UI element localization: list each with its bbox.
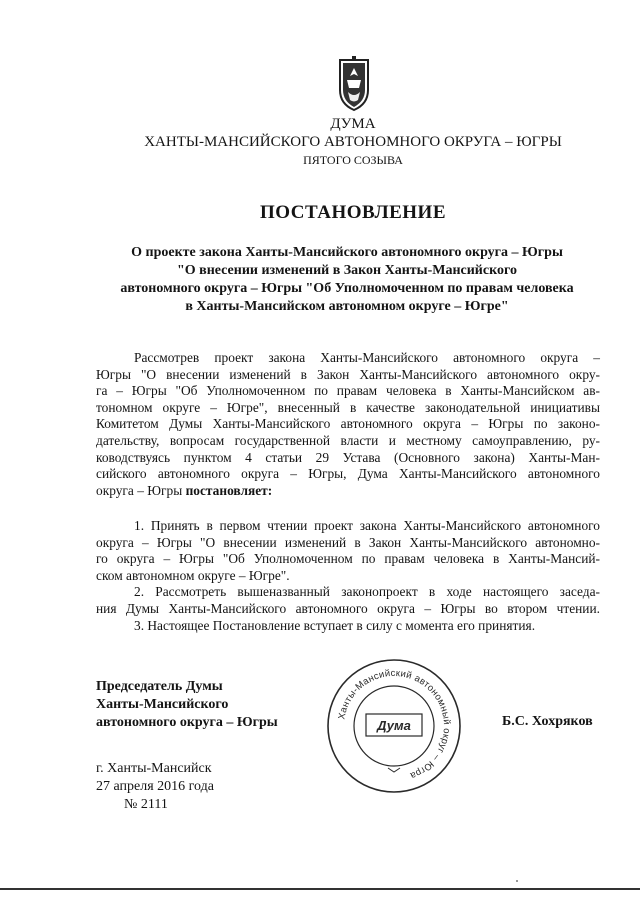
preamble-line: сийского автономного округа – Югры, Дума Ханты-Мансийского автономного — [96, 466, 600, 482]
preamble-line: Рассмотрев проект закона Ханты-Мансийского автономного округа – — [134, 350, 600, 365]
stamp-ring-text: Ханты-Мансийский автономный округ – Югра — [336, 667, 453, 782]
item-line: 1. Принять в первом чтении проект закона Ханты-Мансийского автономного — [134, 518, 600, 533]
signatory-line: автономного округа – Югры — [96, 715, 278, 730]
coat-of-arms-icon — [334, 56, 374, 112]
signatory-line: Ханты-Мансийского — [96, 697, 229, 712]
item-line: ском автономном округе – Югре". — [96, 567, 290, 583]
preamble-last-text: округа – Югры — [96, 482, 183, 498]
document-type: ПОСТАНОВЛЕНИЕ — [259, 202, 447, 223]
item-line: округа – Югры "О внесении изменений в Закон Ханты-Мансийского автономно- — [96, 534, 600, 550]
signatory-line: Председатель Думы — [96, 679, 223, 694]
signatory-position — [96, 678, 278, 732]
preamble-line — [96, 483, 600, 500]
resolution-items — [96, 518, 600, 634]
item-line: 2. Рассмотреть вышеназванный законопроект в ходе настоящего заседа- — [134, 584, 600, 600]
resolution-verb: постановляет: — [185, 482, 273, 498]
official-stamp — [324, 656, 464, 796]
item-line: го округа – Югры "Об Уполномоченном по правам человека в Ханты-Мансий- — [96, 551, 600, 567]
subject-line: в Ханты-Мансийском автономном округе – Югре" — [185, 299, 509, 314]
convocation: ПЯТОГО СОЗЫВА — [303, 153, 403, 167]
document-subject — [92, 244, 602, 316]
organization-name: ХАНТЫ-МАНСИЙСКОГО АВТОНОМНОГО ОКРУГА – ЮГРЫ — [144, 134, 562, 150]
stamp-center-text: Дума — [377, 718, 411, 733]
page-bottom-line — [0, 888, 640, 890]
preamble-line: Югры "О внесении изменений в Закон Ханты-Мансийского автономного окру- — [96, 366, 600, 382]
place-and-date — [96, 760, 214, 814]
item-line: ния Думы Ханты-Мансийского автономного округа – Югры во втором чтении. — [96, 600, 600, 616]
preamble-line: тономном округе – Югре", внесенный в качестве законодательной инициативы — [96, 399, 600, 415]
subject-line: О проекте закона Ханты-Мансийского автономного округа – Югры — [131, 245, 563, 260]
document-number: № 2111 — [124, 797, 168, 812]
preamble-line: Комитетом Думы Ханты-Мансийского автономного округа – Югры по законо- — [96, 416, 600, 432]
signatory-name: Б.С. Хохряков — [502, 714, 593, 729]
council-title: ДУМА — [330, 116, 376, 132]
city: г. Ханты-Мансийск — [96, 761, 212, 776]
subject-line: "О внесении изменений в Закон Ханты-Мансийского — [177, 263, 517, 278]
item-line: 3. Настоящее Постановление вступает в силу с момента его принятия. — [134, 617, 536, 633]
subject-line: автономного округа – Югры "Об Уполномоченном по правам человека — [120, 281, 574, 296]
date: 27 апреля 2016 года — [96, 779, 214, 794]
preamble-line: дательству, вопросам государственной власти и местному самоуправлению, ру- — [96, 432, 600, 448]
preamble-line: га – Югры "Об Уполномоченном по правам человека в Ханты-Мансийском ав- — [96, 383, 600, 399]
preamble — [96, 350, 600, 499]
preamble-line: ководствуясь пунктом 4 статьи 29 Устава (Основного закона) Ханты-Ман- — [96, 449, 600, 465]
scan-speck — [516, 880, 518, 882]
